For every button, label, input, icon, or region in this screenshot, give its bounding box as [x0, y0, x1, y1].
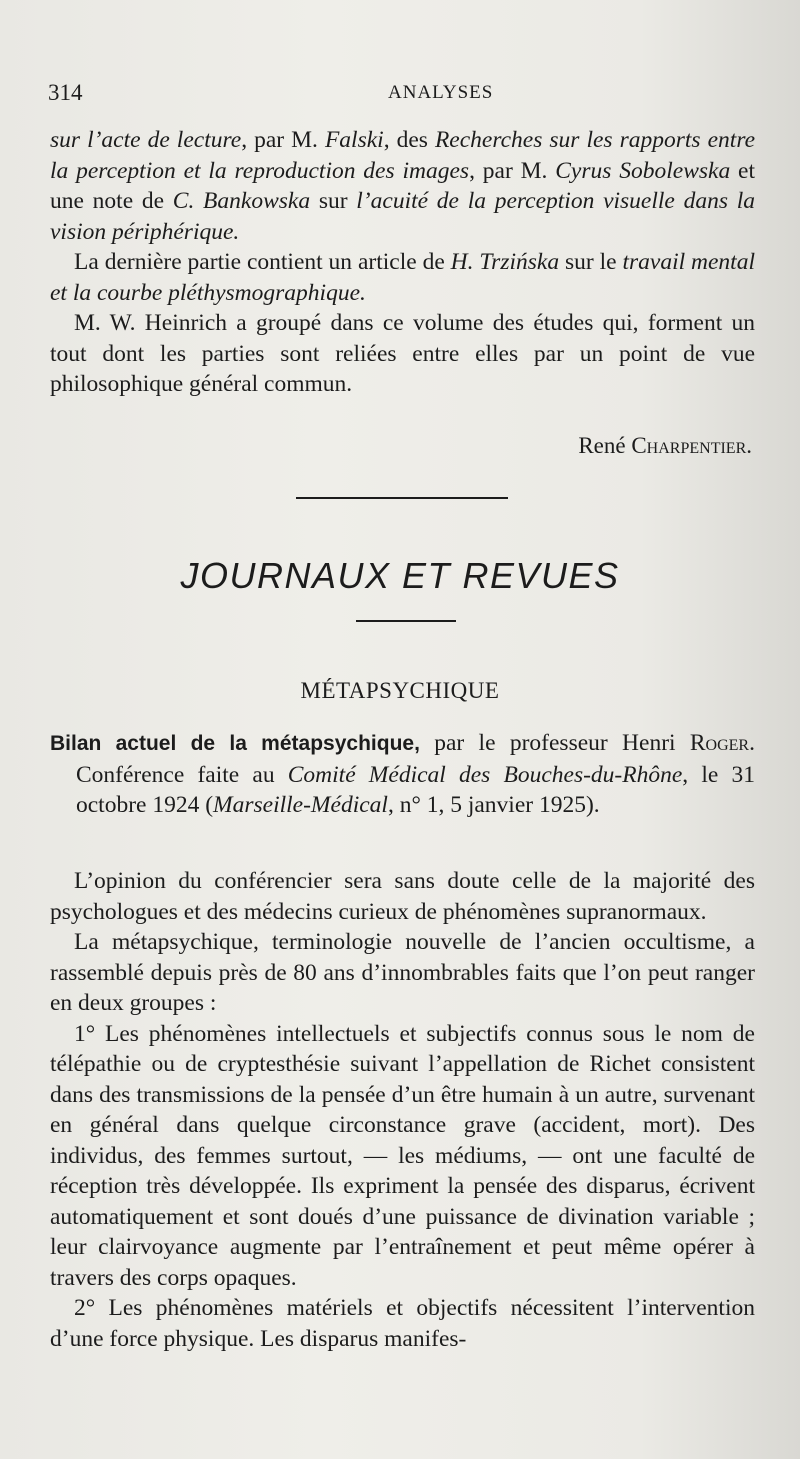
- paragraph-heinrich: M. W. Heinrich a groupé dans ce volume des études qui, forment un tout dont les parties sont reliées entre elles par un point de vue philosophique général commun.: [50, 310, 755, 397]
- body-paragraph: 2° Les phénomènes matériels et objectifs nécessitent l’intervention d’une force physique. Les disparus manifes-: [50, 1295, 755, 1352]
- entry-journal: Marseille-Médical: [213, 792, 388, 818]
- entry-title: Bilan actuel de la métapsychique,: [50, 732, 420, 755]
- running-head: [48, 80, 750, 110]
- signature: [578, 433, 752, 459]
- italic-run: H. Trzińska: [450, 249, 560, 275]
- separator-rule: [296, 497, 508, 499]
- review-body: [50, 866, 755, 1354]
- italic-run: Recherches sur les rapports entre la perception et la reproduction des images: [50, 127, 756, 184]
- body-paragraph: La métapsychique, terminologie nouvelle de l’ancien occultisme, a rassemblé depuis près de 80 ans d’innombrables faits que l’on peut ranger en deux groupes :: [50, 929, 755, 1016]
- signature-first-name: René: [578, 433, 632, 458]
- paragraph-last-part: [50, 247, 755, 308]
- page-number: 314: [48, 80, 83, 105]
- italic-run: Cyrus Sobolewska: [555, 157, 731, 184]
- bibliographic-entry: [50, 728, 755, 821]
- paragraph-continued: [50, 125, 755, 247]
- text-run: et une note de: [50, 157, 756, 214]
- body-paragraph: 1° Les phénomènes intellectuels et subjectifs connus sous le nom de télépathie ou de cryptesthésie suivant l’appellation de Richet consistent dans des transmissions de la pensée d’un être humain à un autre, survenant en général dans quelque circonstance grave (accident, mort). Des individus, des femmes surtout, — les médiums, — ont une faculté de réception très développée. Ils expriment la pensée des disparus, écrivent automatiquement et sont doués d’une puissance de divination variable ; leur clairvoyance augmente par l’entraînement et peut même opérer à travers des corps opaques.: [50, 1020, 755, 1291]
- text-run: , des: [383, 127, 435, 153]
- italic-run: Falski: [324, 127, 384, 153]
- heading-underline: [356, 620, 456, 622]
- section-heading: JOURNAUX ET REVUES: [180, 555, 620, 596]
- signature-last-name: Charpentier.: [631, 433, 752, 458]
- text-run: . Conférence faite au: [76, 730, 755, 788]
- entry-citation: [50, 728, 755, 821]
- text-run: La dernière partie contient un article de: [74, 249, 451, 275]
- italic-run: C. Bankowska: [172, 188, 311, 214]
- italic-run: travail mental et la courbe pléthysmographique.: [50, 249, 755, 306]
- entry-venue: Comité Médical des Bouches-du-Rhône: [287, 761, 683, 788]
- text-run: par le professeur Henri: [419, 730, 690, 756]
- section-title: ANALYSES: [388, 82, 494, 103]
- top-text-block: [50, 125, 755, 400]
- text-run: , le 31 octobre 1924 (: [76, 761, 755, 818]
- text-run: sur le: [559, 249, 623, 275]
- body-paragraph: L’opinion du conférencier sera sans doute celle de la majorité des psychologues et des médecins curieux de phénomènes supranormaux.: [50, 868, 755, 925]
- text-run: , par M.: [469, 157, 556, 184]
- text-run: , par M.: [241, 127, 325, 153]
- text-run: sur: [310, 188, 357, 214]
- text-run: , n° 1, 5 janvier 1925).: [387, 792, 600, 818]
- entry-author: Roger: [689, 730, 750, 756]
- italic-run: l’acuité de la perception visuelle dans la vision périphérique.: [50, 188, 755, 245]
- subsection-heading: MÉTAPSYCHIQUE: [300, 678, 500, 703]
- italic-run: sur l’acte de lecture: [50, 127, 242, 153]
